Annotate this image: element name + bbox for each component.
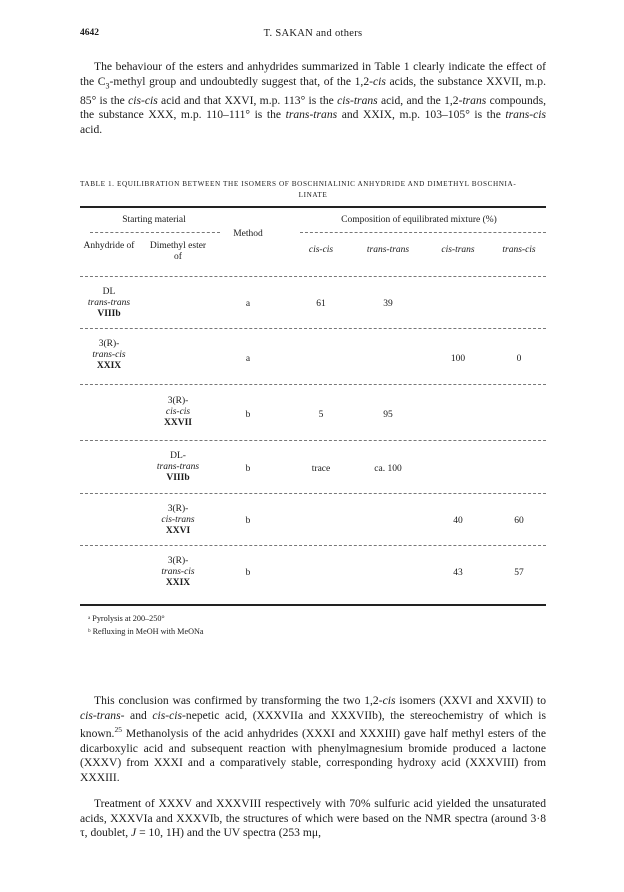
footnote-b: ᵇ Refluxing in MeOH with MeONa [88, 627, 204, 636]
table-row-1-starting: DL trans-trans VIIIb [87, 287, 131, 319]
table-row-4-starting: DL- trans-trans VIIIb [156, 451, 200, 483]
table-row-3-cc: 5 [318, 410, 324, 420]
paragraph-1: The behaviour of the esters and anhydrides summarized in Table 1 clearly indicate the effect of the $C_3$-methyl group and undoubtedly suggest that, of the 1,2-cis acids, the substance XXVII, m.p. 85° is the cis-cis acid and that XXVI, m.p. 113° is the cis-trans acid, and the 1,2-trans compounds, the substance XXX, m.p. 110–111° is the trans-trans and XXIX, m.p. 103–105° is the trans-cis acid. [80, 60, 546, 136]
table-top-rule [80, 206, 546, 208]
table-row-3-tt: 95 [383, 410, 393, 420]
table-caption [80, 179, 546, 201]
table-row-5-starting: 3(R)- cis-trans XXVI [161, 504, 195, 536]
header-starting-material: Starting material [122, 215, 186, 225]
table-row-5-ct: 40 [453, 516, 463, 526]
paragraph-3: Treatment of XXXV and XXXVIII respectively with 70% sulfuric acid yielded the unsaturated acids, XXXVIa and XXXVIb, the structures of which were based on the NMR spectra (around 3·8 τ, doublet, J = 10, 1H) and the UV spectra (253 mμ, [80, 797, 546, 840]
header-trans-trans: trans-trans [366, 245, 410, 255]
table-row-2-tc: 0 [516, 354, 522, 364]
table-row-6-method: b [245, 568, 251, 578]
table-row-2-method: a [245, 354, 251, 364]
header-composition: Composition of equilibrated mixture (%) [341, 215, 497, 225]
row-divider-1 [80, 328, 546, 329]
table-row-5-method: b [245, 516, 251, 526]
row-divider-5 [80, 545, 546, 546]
table-bottom-rule [80, 604, 546, 606]
header-dash-2 [300, 232, 546, 233]
table-row-6-starting: 3(R)- trans-cis XXIX [161, 556, 195, 588]
paragraph-2: This conclusion was confirmed by transforming the two 1,2-cis isomers (XXVI and XXVII) to cis-trans- and cis-cis-nepetic acid, (XXXVIIa and XXXVIIb), the stereochemistry of which is known.$^{25}$ Methanolysis of the acid anhydrides (XXXI and XXXIII) gave half methyl esters of the dicarboxylic acid and subsequent reaction with phenylmagnesium bromide produced a lactone (XXXV) from XXXI and a comparatively stable, corresponding hydroxy acid (XXXVIII) from XXXIII. [80, 694, 547, 784]
header-cis-trans: cis-trans [441, 245, 475, 255]
table-row-6-ct: 43 [453, 568, 463, 578]
table-row-2-starting: 3(R)- trans-cis XXIX [92, 339, 126, 371]
table-row-3-method: b [245, 410, 251, 420]
caption-line-1: TABLE 1. EQUILIBRATION BETWEEN THE ISOMERS OF BOSCHNIALINIC ANHYDRIDE AND DIMETHYL BOSCHNIA- [80, 180, 517, 188]
header-bottom-dash [80, 276, 546, 277]
table-row-1-method: a [245, 299, 251, 309]
row-divider-2 [80, 384, 546, 385]
table-row-4-cc: trace [311, 464, 331, 474]
header-ester: Dimethyl ester of [149, 241, 207, 262]
table-row-3-starting: 3(R)- cis-cis XXVII [164, 396, 192, 428]
table-row-6-tc: 57 [514, 568, 524, 578]
header-anhydride: Anhydride of [83, 241, 135, 251]
footnote-a: ᵃ Pyrolysis at 200–250° [88, 614, 165, 623]
header-dash-1 [90, 232, 220, 233]
table-row-4-tt: ca. 100 [374, 464, 402, 474]
page-header [80, 28, 546, 42]
table-row-2-ct: 100 [450, 354, 466, 364]
caption-line-2: LINATE [298, 191, 328, 199]
header-method: Method [233, 229, 263, 239]
table-row-5-tc: 60 [514, 516, 524, 526]
running-title: T. SAKAN and others [263, 28, 363, 39]
header-trans-cis: trans-cis [502, 245, 536, 255]
table-row-4-method: b [245, 464, 251, 474]
header-cis-cis: cis-cis [308, 245, 334, 255]
table-row-1-cc: 61 [316, 299, 326, 309]
row-divider-3 [80, 440, 546, 441]
page-number: 4642 [80, 28, 99, 38]
row-divider-4 [80, 493, 546, 494]
table-row-1-tt: 39 [383, 299, 393, 309]
